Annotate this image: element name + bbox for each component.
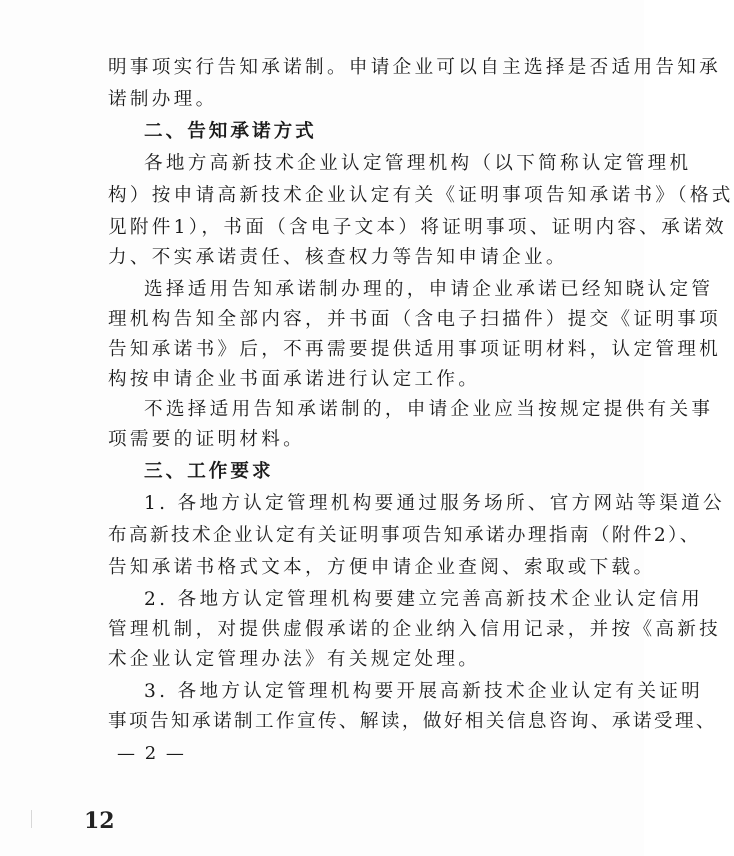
body-line-9: 理机构告知全部内容，并书面（含电子扫描件）提交《证明事项 xyxy=(108,309,722,330)
body-line-2: 诺制办理。 xyxy=(108,89,218,110)
body-line-11: 构按申请企业书面承诺进行认定工作。 xyxy=(108,369,481,390)
page-number: — 2 — xyxy=(117,743,186,764)
body-line-16: 布高新技术企业认定有关证明事项告知承诺办理指南（附件2）、 xyxy=(108,525,701,546)
body-line-18: 2. 各地方认定管理机构要建立完善高新技术企业认定信用 xyxy=(144,589,704,610)
body-line-20: 术企业认定管理办法》有关规定处理。 xyxy=(108,649,481,670)
body-line-15: 1. 各地方认定管理机构要通过服务场所、官方网站等渠道公 xyxy=(144,493,725,514)
body-line-21: 3. 各地方认定管理机构要开展高新技术企业认定有关证明 xyxy=(144,681,704,702)
section-heading-notification-method: 二、告知承诺方式 xyxy=(144,121,317,142)
scan-edge-mark xyxy=(31,810,32,828)
body-line-5: 构）按申请高新技术企业认定有关《证明事项告知承诺书》（格式 xyxy=(108,185,734,206)
body-line-4: 各地方高新技术企业认定管理机构（以下简称认定管理机 xyxy=(144,153,692,174)
body-line-19: 管理机制，对提供虚假承诺的企业纳入信用记录，并按《高新技 xyxy=(108,619,722,640)
corner-page-number xyxy=(84,808,115,834)
body-line-6: 见附件1），书面（含电子文本）将证明事项、证明内容、承诺效 xyxy=(108,217,727,238)
body-line-13: 项需要的证明材料。 xyxy=(108,429,306,450)
body-line-7: 力、不实承诺责任、核查权力等告知申请企业。 xyxy=(108,247,568,268)
body-line-22: 事项告知承诺制工作宣传、解读，做好相关信息咨询、承诺受理、 xyxy=(108,711,717,732)
body-line-8: 选择适用告知承诺制办理的，申请企业承诺已经知晓认定管 xyxy=(144,279,714,300)
section-heading-work-requirements: 三、工作要求 xyxy=(144,461,274,482)
body-line-17: 告知承诺书格式文本，方便申请企业查阅、索取或下载。 xyxy=(108,557,656,578)
corner-page-number-text: 12 xyxy=(84,808,115,834)
body-line-10: 告知承诺书》后，不再需要提供适用事项证明材料，认定管理机 xyxy=(108,339,722,360)
body-line-12: 不选择适用告知承诺制的，申请企业应当按规定提供有关事 xyxy=(144,399,714,420)
body-line-1: 明事项实行告知承诺制。申请企业可以自主选择是否适用告知承 xyxy=(108,57,722,78)
